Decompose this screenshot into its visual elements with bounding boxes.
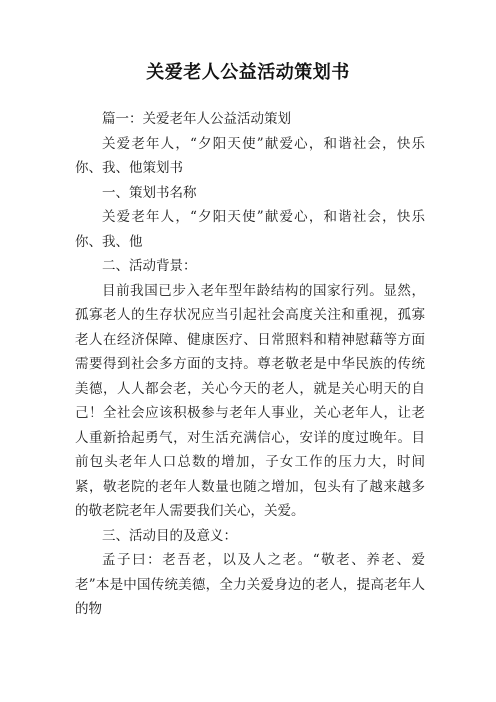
paragraph-heading-1: 一、策划书名称 xyxy=(102,184,197,201)
document-body xyxy=(75,107,425,622)
paragraph-heading-2: 二、活动背景： xyxy=(102,258,197,274)
document-title: 关爱老人公益活动策划书 xyxy=(146,62,350,83)
paragraph-background: 目前我国已步入老年型年龄结构的国家行列。显然，孤寡老人的生存状况应当引起社会高度关注和重视，孤寡老人在经济保障、健康医疗、日常照料和精神慰藉等方面需要得到社会多方面的支持。尊老敬老是中华民族的传统美德，人人都会老，关心今天的老人，就是关心明天的自己！全社会应该积极参与老年人事业，关心老年人，让老人重新拾起勇气，对生活充满信心，安详的度过晚年。目前包头老年人口总数的增加，子女工作的压力大，时间紧，敬老院的老年人数量也随之增加，包头有了越来越多的敬老院老年人需要我们关心，关爱。 xyxy=(75,282,425,519)
paragraph-section-heading: 篇一：关爱老年人公益活动策划 xyxy=(102,111,291,127)
paragraph-purpose: 孟子曰：老吾老，以及人之老。“敬老、养老、爱老”本是中国传统美德，全力关爱身边的老人，提高老年人的物 xyxy=(75,552,425,617)
paragraph-heading-3: 三、活动目的及意义： xyxy=(102,527,237,544)
paragraph-plan-subtitle: 关爱老年人，“夕阳天使”献爱心，和谐社会，快乐你、我、他策划书 xyxy=(75,135,425,176)
paragraph-plan-name: 关爱老年人，“夕阳天使”献爱心，和谐社会，快乐你、我、他 xyxy=(75,209,425,250)
